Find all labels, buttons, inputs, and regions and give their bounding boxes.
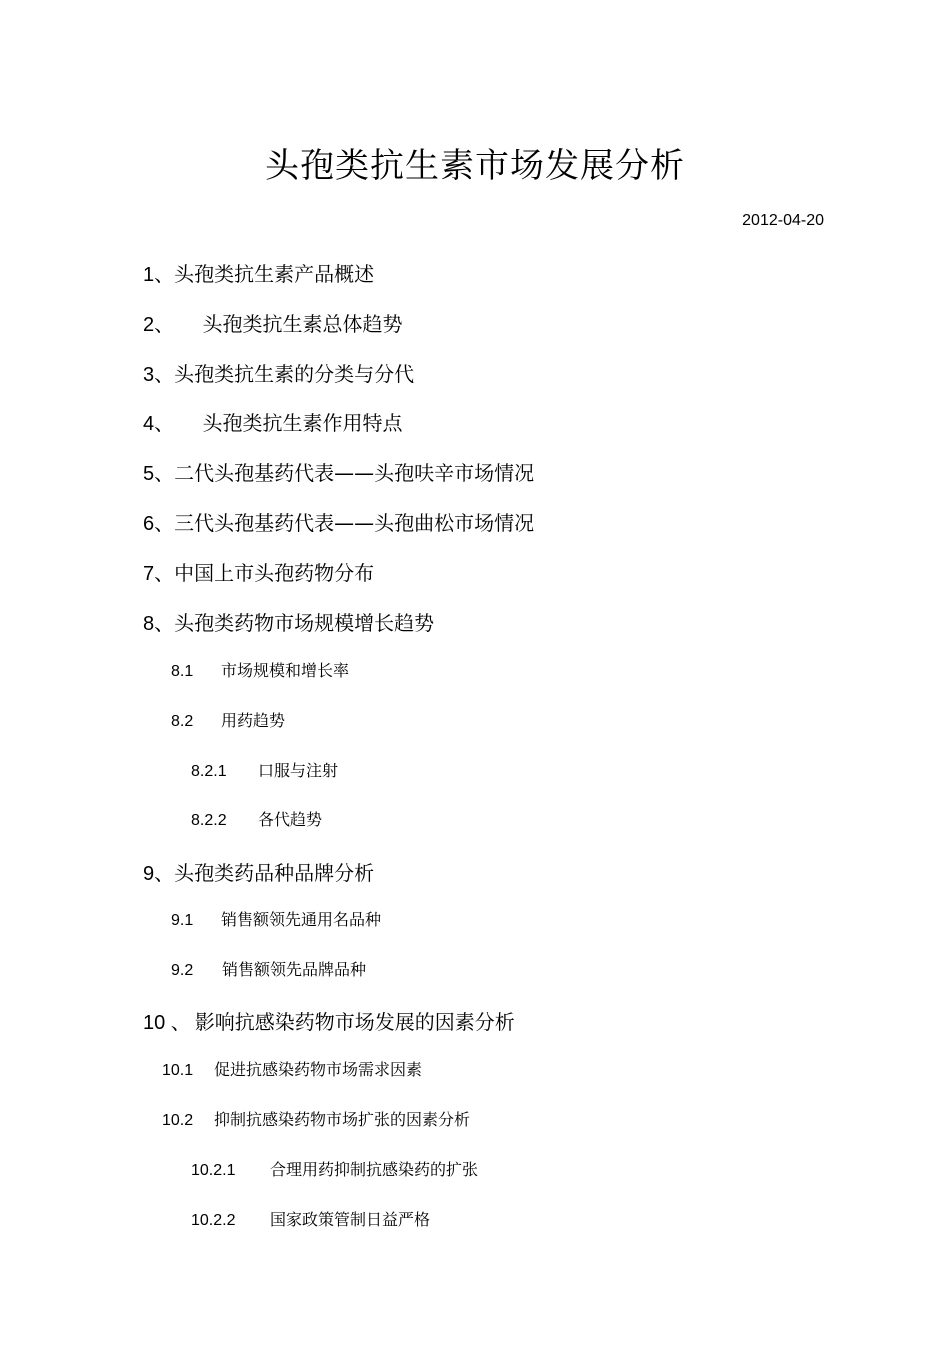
toc-number: 8.2.1 xyxy=(191,763,227,780)
toc-number: 8.1 xyxy=(171,663,194,680)
toc-item-6 xyxy=(143,507,534,536)
toc-number: 3、 xyxy=(143,364,175,386)
toc-text: 口服与注射 xyxy=(258,761,339,780)
toc-number: 9.2 xyxy=(171,962,194,979)
toc-text: 头孢类药品种品牌分析 xyxy=(174,861,375,885)
toc-number: 9、 xyxy=(143,863,175,885)
toc-number: 10.2 xyxy=(162,1112,194,1129)
toc-text: 三代头孢基药代表——头孢曲松市场情况 xyxy=(174,511,535,535)
toc-item-5 xyxy=(143,457,534,486)
toc-text: 各代趋势 xyxy=(258,810,323,829)
toc-item-10 xyxy=(143,1006,515,1035)
toc-text: 影响抗感染药物市场发展的因素分析 xyxy=(194,1010,515,1034)
toc-number: 10 、 xyxy=(143,1012,191,1034)
toc-number: 4、 xyxy=(143,413,175,435)
toc-item-7 xyxy=(143,557,374,586)
toc-text: 头孢类抗生素作用特点 xyxy=(196,411,403,435)
toc-item-9-2 xyxy=(171,957,366,980)
toc-item-4 xyxy=(143,407,402,436)
toc-item-8-2-2 xyxy=(191,807,322,830)
toc-text: 国家政策管制日益严格 xyxy=(270,1210,431,1229)
document-title: 头孢类抗生素市场发展分析 xyxy=(265,146,685,186)
toc-item-8-1 xyxy=(171,658,349,681)
toc-text: 头孢类抗生素总体趋势 xyxy=(196,312,403,336)
toc-text: 二代头孢基药代表——头孢呋辛市场情况 xyxy=(174,461,535,485)
toc-number: 10.2.1 xyxy=(191,1162,236,1179)
toc-text: 中国上市头孢药物分布 xyxy=(174,561,375,585)
toc-item-9-1 xyxy=(171,907,381,930)
toc-text: 头孢类抗生素产品概述 xyxy=(174,262,375,286)
toc-text: 合理用药抑制抗感染药的扩张 xyxy=(270,1160,479,1179)
toc-number: 2、 xyxy=(143,314,175,336)
toc-item-2 xyxy=(143,308,402,337)
toc-text: 抑制抗感染药物市场扩张的因素分析 xyxy=(214,1110,471,1129)
toc-text: 促进抗感染药物市场需求因素 xyxy=(214,1060,423,1079)
toc-number: 7、 xyxy=(143,563,175,585)
toc-item-1 xyxy=(143,258,374,287)
document-date: 2012-04-20 xyxy=(742,212,824,229)
toc-text: 用药趋势 xyxy=(221,711,286,730)
toc-item-9 xyxy=(143,857,374,886)
toc-text: 销售额领先通用名品种 xyxy=(221,910,382,929)
toc-number: 10.2.2 xyxy=(191,1212,236,1229)
toc-item-10-1 xyxy=(162,1057,422,1080)
toc-item-8 xyxy=(143,607,434,636)
toc-number: 5、 xyxy=(143,463,175,485)
toc-item-3 xyxy=(143,358,414,387)
toc-text: 市场规模和增长率 xyxy=(221,661,350,680)
toc-number: 10.1 xyxy=(162,1062,194,1079)
toc-text: 头孢类抗生素的分类与分代 xyxy=(174,362,415,386)
toc-item-8-2-1 xyxy=(191,758,338,781)
toc-number: 8.2 xyxy=(171,713,194,730)
toc-number: 8、 xyxy=(143,613,175,635)
toc-text: 头孢类药物市场规模增长趋势 xyxy=(174,611,435,635)
toc-number: 9.1 xyxy=(171,912,194,929)
toc-item-10-2 xyxy=(162,1107,470,1130)
toc-item-8-2 xyxy=(171,708,285,731)
toc-number: 6、 xyxy=(143,513,175,535)
toc-text: 销售额领先品牌品种 xyxy=(222,960,367,979)
toc-number: 1、 xyxy=(143,264,175,286)
toc-item-10-2-1 xyxy=(191,1157,478,1180)
toc-item-10-2-2 xyxy=(191,1207,430,1230)
toc-number: 8.2.2 xyxy=(191,812,227,829)
